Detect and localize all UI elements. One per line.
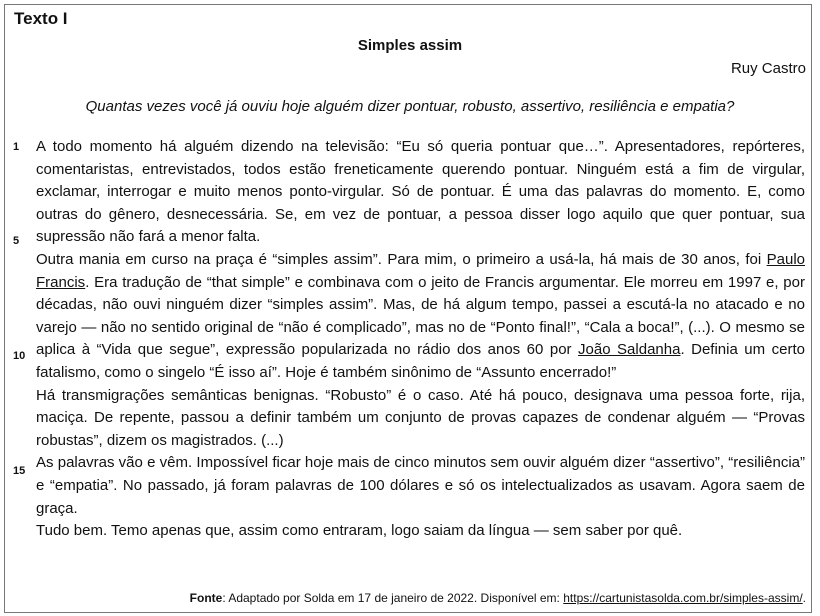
paulo-francis-link[interactable]: Paulo Francis	[36, 250, 805, 291]
paragraph-2-text: . Era tradução de “that simple” e combinava com o jeito de Francis argumentar. Ele morreu em 1997 e, por décadas, não ouvi ninguém dizer “simples assim”. Mas, de há algum tempo, passei a escutá-la no atacado e no varejo — não no sentido original de “não é complicado”, mas no de “Ponto final!”, “Cala a boca!”, (...). O mesmo se aplica à “Vida que segue”, expressão popularizada no rádio dos anos 60 por	[36, 273, 805, 359]
paragraph-2-text: . Definia um certo fatalismo, como o singelo “É isso aí”. Hoje é também sinônimo de “Assunto encerrado!”	[36, 341, 805, 381]
paragraph-4: As palavras vão e vêm. Impossível ficar hoje mais de cinco minutos sem ouvir alguém dizer “assertivo”, “resiliência” e “empatia”. No passado, já foram palavras de 100 dólares e só os intelectualizados as usavam. Agora saem de graça.	[36, 454, 805, 517]
paragraph-2-text: Outra mania em curso na praça é “simples assim”. Para mim, o primeiro a usá-la, há mais de 30 anos, foi	[36, 250, 767, 268]
line-number-1: 1	[13, 141, 20, 153]
article-title: Simples assim	[357, 37, 463, 54]
source-url-link[interactable]: https://cartunistasolda.com.br/simples-assim/	[563, 591, 803, 605]
article-body	[36, 136, 805, 543]
paragraph-3: Há transmigrações semânticas benignas. “Robusto” é o caso. Até há pouco, designava uma pessoa forte, rija, maciça. De repente, passou a definir também um conjunto de provas capazes de condenar alguém — “Provas robustas”, dizem os magistrados. (...)	[36, 386, 805, 449]
line-number-15: 15	[13, 465, 26, 477]
epigraph: Quantas vezes você já ouviu hoje alguém dizer pontuar, robusto, assertivo, resiliência e empatia?	[85, 98, 735, 115]
source-end: .	[802, 591, 806, 605]
source-label: Fonte	[189, 591, 223, 605]
paragraph-2	[36, 249, 805, 385]
paragraph-5: Tudo bem. Temo apenas que, assim como entraram, logo saiam da língua — sem saber por quê.	[36, 522, 683, 540]
paragraph-1: A todo momento há alguém dizendo na televisão: “Eu só queria pontuar que…”. Apresentadores, repórteres, comentaristas, entrevistados, todos estão freneticamente querendo pontuar. Ninguém está a fim de virgular, exclamar, interrogar e muito menos ponto-virgular. Só de pontuar. É uma das palavras do momento. E, como outras do gênero, desnecessária. Se, em vez de pontuar, a pessoa disser logo aquilo que quer pontuar, sua supressão não fará a menor falta.	[36, 138, 805, 246]
line-number-5: 5	[13, 235, 20, 247]
text-label: Texto I	[14, 9, 68, 28]
line-number-10: 10	[13, 350, 26, 362]
source-text: : Adaptado por Solda em 17 de janeiro de 2022. Disponível em:	[222, 591, 564, 605]
joao-saldanha-link[interactable]: João Saldanha	[578, 341, 681, 359]
source-citation	[190, 591, 806, 605]
article-author: Ruy Castro	[730, 60, 806, 77]
